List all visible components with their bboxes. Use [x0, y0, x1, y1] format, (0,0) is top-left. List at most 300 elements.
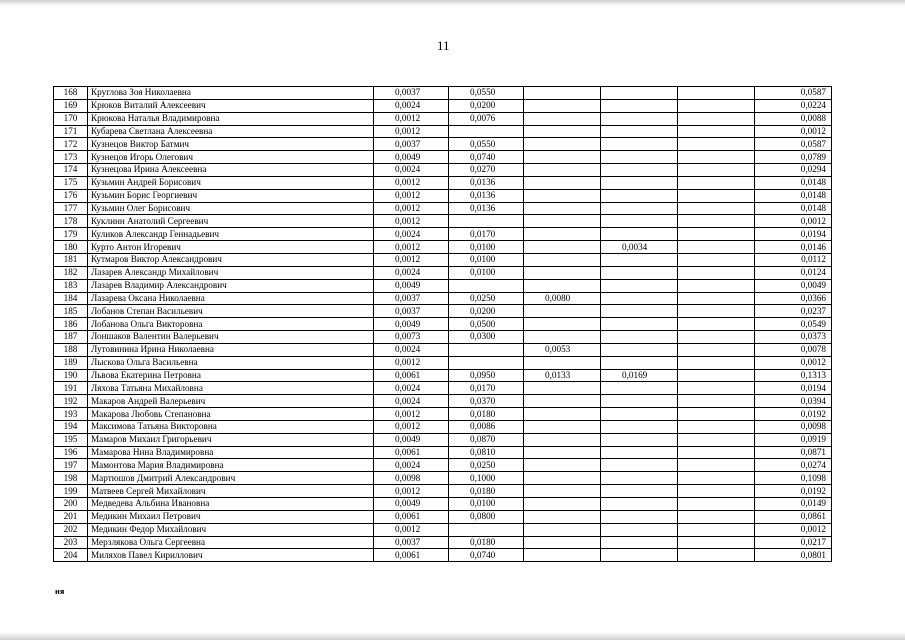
- table-row: [54, 433, 832, 446]
- value-col-3: [524, 408, 601, 421]
- row-number: 174: [54, 164, 88, 177]
- value-col-1: 0,0012: [374, 112, 449, 125]
- row-number: 177: [54, 202, 88, 215]
- value-col-5: [678, 253, 755, 266]
- value-col-1: 0,0024: [374, 343, 449, 356]
- value-col-1: 0,0061: [374, 549, 449, 562]
- table-row: [54, 138, 832, 151]
- value-col-5: [678, 87, 755, 100]
- total-value: 0,0394: [755, 395, 832, 408]
- value-col-3: [524, 99, 601, 112]
- full-name: Мартюшов Дмитрий Александрович: [88, 472, 374, 485]
- row-number: 196: [54, 446, 88, 459]
- row-number: 188: [54, 343, 88, 356]
- value-col-1: 0,0024: [374, 164, 449, 177]
- value-col-4: [601, 510, 678, 523]
- value-col-3: [524, 523, 601, 536]
- value-col-2: 0,0136: [449, 176, 524, 189]
- value-col-2: 0,0100: [449, 498, 524, 511]
- value-col-1: 0,0061: [374, 510, 449, 523]
- value-col-5: [678, 549, 755, 562]
- value-col-4: [601, 343, 678, 356]
- full-name: Кузнецов Игорь Олегович: [88, 151, 374, 164]
- row-number: 189: [54, 356, 88, 369]
- value-col-5: [678, 510, 755, 523]
- value-col-5: [678, 485, 755, 498]
- table-row: [54, 112, 832, 125]
- total-value: 0,0549: [755, 318, 832, 331]
- value-col-1: 0,0012: [374, 356, 449, 369]
- total-value: 0,0148: [755, 189, 832, 202]
- value-col-1: 0,0049: [374, 279, 449, 292]
- scan-edge-top: [0, 0, 905, 6]
- row-number: 191: [54, 382, 88, 395]
- row-number: 190: [54, 369, 88, 382]
- value-col-2: 0,0500: [449, 318, 524, 331]
- value-col-5: [678, 382, 755, 395]
- value-col-4: [601, 176, 678, 189]
- full-name: Лутовинина Ирина Николаевна: [88, 343, 374, 356]
- table-row: [54, 331, 832, 344]
- row-number: 203: [54, 536, 88, 549]
- total-value: 0,0871: [755, 446, 832, 459]
- value-col-5: [678, 536, 755, 549]
- value-col-1: 0,0024: [374, 459, 449, 472]
- total-value: 0,0801: [755, 549, 832, 562]
- full-name: Мамарова Нина Владимировна: [88, 446, 374, 459]
- table-row: [54, 305, 832, 318]
- value-col-1: 0,0012: [374, 485, 449, 498]
- value-col-5: [678, 138, 755, 151]
- value-col-4: [601, 485, 678, 498]
- value-col-3: [524, 202, 601, 215]
- full-name: Матвеев Сергей Михайлович: [88, 485, 374, 498]
- value-col-1: 0,0098: [374, 472, 449, 485]
- total-value: 0,0148: [755, 176, 832, 189]
- value-col-2: 0,0270: [449, 164, 524, 177]
- row-number: 202: [54, 523, 88, 536]
- full-name: Медведева Альбина Ивановна: [88, 498, 374, 511]
- value-col-3: 0,0080: [524, 292, 601, 305]
- total-value: 0,0789: [755, 151, 832, 164]
- total-value: 0,0919: [755, 433, 832, 446]
- value-col-2: [449, 343, 524, 356]
- value-col-3: 0,0133: [524, 369, 601, 382]
- value-col-2: [449, 279, 524, 292]
- value-col-1: 0,0037: [374, 138, 449, 151]
- row-number: 186: [54, 318, 88, 331]
- value-col-4: 0,0034: [601, 241, 678, 254]
- total-value: 0,0049: [755, 279, 832, 292]
- row-number: 181: [54, 253, 88, 266]
- value-col-5: [678, 369, 755, 382]
- full-name: Кутмаров Виктор Александрович: [88, 253, 374, 266]
- total-value: 0,0012: [755, 125, 832, 138]
- row-number: 170: [54, 112, 88, 125]
- row-number: 172: [54, 138, 88, 151]
- full-name: Крюкова Наталья Владимировна: [88, 112, 374, 125]
- value-col-1: 0,0024: [374, 99, 449, 112]
- value-col-2: [449, 523, 524, 536]
- value-col-5: [678, 459, 755, 472]
- value-col-2: 0,0136: [449, 202, 524, 215]
- value-col-3: [524, 459, 601, 472]
- table-row: [54, 408, 832, 421]
- value-col-4: [601, 266, 678, 279]
- shareholder-table: [53, 86, 832, 562]
- value-col-3: [524, 331, 601, 344]
- value-col-3: [524, 241, 601, 254]
- value-col-5: [678, 395, 755, 408]
- row-number: 184: [54, 292, 88, 305]
- value-col-3: [524, 510, 601, 523]
- table-row: [54, 164, 832, 177]
- row-number: 171: [54, 125, 88, 138]
- table-row: [54, 510, 832, 523]
- row-number: 168: [54, 87, 88, 100]
- table-row: [54, 472, 832, 485]
- value-col-1: 0,0012: [374, 523, 449, 536]
- value-col-3: [524, 151, 601, 164]
- full-name: Лобанова Ольга Викторовна: [88, 318, 374, 331]
- value-col-3: [524, 472, 601, 485]
- value-col-2: 0,0200: [449, 305, 524, 318]
- value-col-1: 0,0012: [374, 408, 449, 421]
- value-col-1: 0,0037: [374, 292, 449, 305]
- row-number: 179: [54, 228, 88, 241]
- value-col-5: [678, 164, 755, 177]
- value-col-3: [524, 305, 601, 318]
- value-col-4: [601, 164, 678, 177]
- row-number: 175: [54, 176, 88, 189]
- value-col-5: [678, 331, 755, 344]
- value-col-2: 0,0086: [449, 420, 524, 433]
- value-col-1: 0,0012: [374, 253, 449, 266]
- value-col-3: [524, 215, 601, 228]
- value-col-3: [524, 279, 601, 292]
- table-body: [54, 87, 832, 562]
- value-col-1: 0,0024: [374, 228, 449, 241]
- full-name: Макаров Андрей Валерьевич: [88, 395, 374, 408]
- total-value: 0,0366: [755, 292, 832, 305]
- table-row: [54, 151, 832, 164]
- row-number: 198: [54, 472, 88, 485]
- value-col-3: [524, 536, 601, 549]
- value-col-1: 0,0037: [374, 87, 449, 100]
- value-col-1: 0,0061: [374, 446, 449, 459]
- value-col-5: [678, 202, 755, 215]
- value-col-4: [601, 433, 678, 446]
- table-row: [54, 459, 832, 472]
- full-name: Куликов Александр Геннадьевич: [88, 228, 374, 241]
- table-row: [54, 253, 832, 266]
- table-row: [54, 382, 832, 395]
- table-row: [54, 292, 832, 305]
- full-name: Лоншаков Валентин Валерьевич: [88, 331, 374, 344]
- value-col-5: [678, 176, 755, 189]
- full-name: Мерзлякова Ольга Сергеевна: [88, 536, 374, 549]
- value-col-3: 0,0053: [524, 343, 601, 356]
- value-col-4: [601, 138, 678, 151]
- value-col-3: [524, 125, 601, 138]
- value-col-1: 0,0024: [374, 395, 449, 408]
- value-col-3: [524, 433, 601, 446]
- value-col-3: [524, 549, 601, 562]
- scan-edge-bottom: [0, 632, 905, 640]
- value-col-3: [524, 446, 601, 459]
- value-col-1: 0,0049: [374, 433, 449, 446]
- table-row: [54, 215, 832, 228]
- value-col-3: [524, 318, 601, 331]
- value-col-3: [524, 176, 601, 189]
- value-col-4: [601, 318, 678, 331]
- value-col-3: [524, 498, 601, 511]
- value-col-5: [678, 279, 755, 292]
- value-col-5: [678, 112, 755, 125]
- full-name: Крюков Виталий Алексеевич: [88, 99, 374, 112]
- value-col-4: [601, 112, 678, 125]
- row-number: 201: [54, 510, 88, 523]
- table-row: [54, 343, 832, 356]
- full-name: Максимова Татьяна Викторовна: [88, 420, 374, 433]
- value-col-4: [601, 125, 678, 138]
- value-col-4: [601, 305, 678, 318]
- full-name: Лыскова Ольга Васильевна: [88, 356, 374, 369]
- value-col-4: 0,0169: [601, 369, 678, 382]
- total-value: 0,0224: [755, 99, 832, 112]
- total-value: 0,0294: [755, 164, 832, 177]
- table-row: [54, 189, 832, 202]
- value-col-1: 0,0073: [374, 331, 449, 344]
- value-col-2: 0,0250: [449, 292, 524, 305]
- full-name: Кузнецова Ирина Алексеевна: [88, 164, 374, 177]
- row-number: 199: [54, 485, 88, 498]
- value-col-4: [601, 382, 678, 395]
- value-col-4: [601, 151, 678, 164]
- row-number: 195: [54, 433, 88, 446]
- total-value: 0,0373: [755, 331, 832, 344]
- value-col-4: [601, 87, 678, 100]
- value-col-5: [678, 472, 755, 485]
- value-col-3: [524, 485, 601, 498]
- table-row: [54, 498, 832, 511]
- value-col-2: 0,0810: [449, 446, 524, 459]
- value-col-5: [678, 408, 755, 421]
- row-number: 183: [54, 279, 88, 292]
- total-value: 0,0012: [755, 215, 832, 228]
- full-name: Кузьмин Борис Георгиевич: [88, 189, 374, 202]
- table-row: [54, 446, 832, 459]
- value-col-1: 0,0012: [374, 125, 449, 138]
- value-col-2: 0,0800: [449, 510, 524, 523]
- full-name: Кубарева Светлана Алексеевна: [88, 125, 374, 138]
- value-col-1: 0,0024: [374, 382, 449, 395]
- value-col-1: 0,0012: [374, 176, 449, 189]
- row-number: 180: [54, 241, 88, 254]
- value-col-5: [678, 318, 755, 331]
- table-row: [54, 99, 832, 112]
- value-col-3: [524, 164, 601, 177]
- value-col-5: [678, 343, 755, 356]
- full-name: Макарова Любовь Степановна: [88, 408, 374, 421]
- value-col-5: [678, 189, 755, 202]
- page-number: 11: [437, 38, 450, 53]
- full-name: Кузнецов Виктор Батмич: [88, 138, 374, 151]
- value-col-4: [601, 408, 678, 421]
- total-value: 0,0192: [755, 408, 832, 421]
- total-value: 0,0012: [755, 523, 832, 536]
- table-row: [54, 395, 832, 408]
- value-col-2: 0,0950: [449, 369, 524, 382]
- row-number: 169: [54, 99, 88, 112]
- table-row: [54, 228, 832, 241]
- total-value: 0,0112: [755, 253, 832, 266]
- value-col-5: [678, 125, 755, 138]
- total-value: 0,0078: [755, 343, 832, 356]
- table-row: [54, 318, 832, 331]
- value-col-1: 0,0049: [374, 151, 449, 164]
- value-col-1: 0,0037: [374, 305, 449, 318]
- row-number: 187: [54, 331, 88, 344]
- row-number: 204: [54, 549, 88, 562]
- total-value: 0,0098: [755, 420, 832, 433]
- table-row: [54, 125, 832, 138]
- total-value: 0,0587: [755, 87, 832, 100]
- full-name: Львова Екатерина Петровна: [88, 369, 374, 382]
- total-value: 0,0192: [755, 485, 832, 498]
- value-col-4: [601, 536, 678, 549]
- value-col-4: [601, 459, 678, 472]
- total-value: 0,1098: [755, 472, 832, 485]
- value-col-1: 0,0012: [374, 241, 449, 254]
- value-col-5: [678, 99, 755, 112]
- row-number: 173: [54, 151, 88, 164]
- value-col-2: 0,0300: [449, 331, 524, 344]
- row-number: 176: [54, 189, 88, 202]
- total-value: 0,0861: [755, 510, 832, 523]
- value-col-2: 0,0550: [449, 138, 524, 151]
- table-row: [54, 523, 832, 536]
- value-col-5: [678, 356, 755, 369]
- value-col-4: [601, 189, 678, 202]
- value-col-2: 0,0170: [449, 382, 524, 395]
- value-col-5: [678, 151, 755, 164]
- row-number: 194: [54, 420, 88, 433]
- value-col-2: 0,1000: [449, 472, 524, 485]
- total-value: 0,0012: [755, 356, 832, 369]
- value-col-1: 0,0049: [374, 318, 449, 331]
- value-col-2: [449, 215, 524, 228]
- value-col-2: 0,0740: [449, 151, 524, 164]
- value-col-3: [524, 266, 601, 279]
- value-col-3: [524, 253, 601, 266]
- value-col-2: 0,0250: [449, 459, 524, 472]
- total-value: 0,0194: [755, 228, 832, 241]
- row-number: 182: [54, 266, 88, 279]
- value-col-3: [524, 87, 601, 100]
- value-col-5: [678, 305, 755, 318]
- value-col-2: 0,0170: [449, 228, 524, 241]
- total-value: 0,0149: [755, 498, 832, 511]
- value-col-5: [678, 498, 755, 511]
- value-col-2: [449, 356, 524, 369]
- value-col-3: [524, 382, 601, 395]
- value-col-3: [524, 112, 601, 125]
- value-col-3: [524, 228, 601, 241]
- value-col-2: 0,0370: [449, 395, 524, 408]
- value-col-4: [601, 215, 678, 228]
- value-col-2: 0,0180: [449, 485, 524, 498]
- full-name: Лазарев Владимир Александрович: [88, 279, 374, 292]
- value-col-2: [449, 125, 524, 138]
- full-name: Ляхова Татьяна Михайловна: [88, 382, 374, 395]
- value-col-2: 0,0180: [449, 536, 524, 549]
- table-row: [54, 549, 832, 562]
- total-value: 0,0124: [755, 266, 832, 279]
- total-value: 0,0194: [755, 382, 832, 395]
- value-col-1: 0,0012: [374, 215, 449, 228]
- value-col-4: [601, 331, 678, 344]
- value-col-2: 0,0100: [449, 253, 524, 266]
- value-col-2: 0,0200: [449, 99, 524, 112]
- value-col-3: [524, 138, 601, 151]
- total-value: 0,0587: [755, 138, 832, 151]
- table-row: [54, 241, 832, 254]
- full-name: Лобанов Степан Васильевич: [88, 305, 374, 318]
- table-row: [54, 87, 832, 100]
- value-col-5: [678, 292, 755, 305]
- value-col-4: [601, 395, 678, 408]
- value-col-4: [601, 292, 678, 305]
- value-col-1: 0,0012: [374, 202, 449, 215]
- value-col-2: 0,0100: [449, 241, 524, 254]
- total-value: 0,1313: [755, 369, 832, 382]
- value-col-4: [601, 498, 678, 511]
- value-col-4: [601, 446, 678, 459]
- value-col-5: [678, 266, 755, 279]
- table-row: [54, 420, 832, 433]
- full-name: Лазарева Оксана Николаевна: [88, 292, 374, 305]
- value-col-4: [601, 523, 678, 536]
- row-number: 193: [54, 408, 88, 421]
- value-col-2: 0,0740: [449, 549, 524, 562]
- full-name: Мамаров Михаил Григорьевич: [88, 433, 374, 446]
- margin-mark: ня: [55, 588, 65, 596]
- total-value: 0,0237: [755, 305, 832, 318]
- value-col-5: [678, 446, 755, 459]
- value-col-5: [678, 420, 755, 433]
- value-col-3: [524, 356, 601, 369]
- value-col-5: [678, 523, 755, 536]
- value-col-4: [601, 202, 678, 215]
- value-col-4: [601, 228, 678, 241]
- value-col-1: 0,0061: [374, 369, 449, 382]
- table-row: [54, 176, 832, 189]
- full-name: Курто Антон Игоревич: [88, 241, 374, 254]
- table-row: [54, 356, 832, 369]
- row-number: 178: [54, 215, 88, 228]
- value-col-5: [678, 433, 755, 446]
- row-number: 192: [54, 395, 88, 408]
- value-col-4: [601, 420, 678, 433]
- value-col-2: 0,0550: [449, 87, 524, 100]
- row-number: 185: [54, 305, 88, 318]
- row-number: 200: [54, 498, 88, 511]
- full-name: Круглова Зоя Николаевна: [88, 87, 374, 100]
- full-name: Миляхов Павел Кириллович: [88, 549, 374, 562]
- value-col-3: [524, 189, 601, 202]
- value-col-5: [678, 228, 755, 241]
